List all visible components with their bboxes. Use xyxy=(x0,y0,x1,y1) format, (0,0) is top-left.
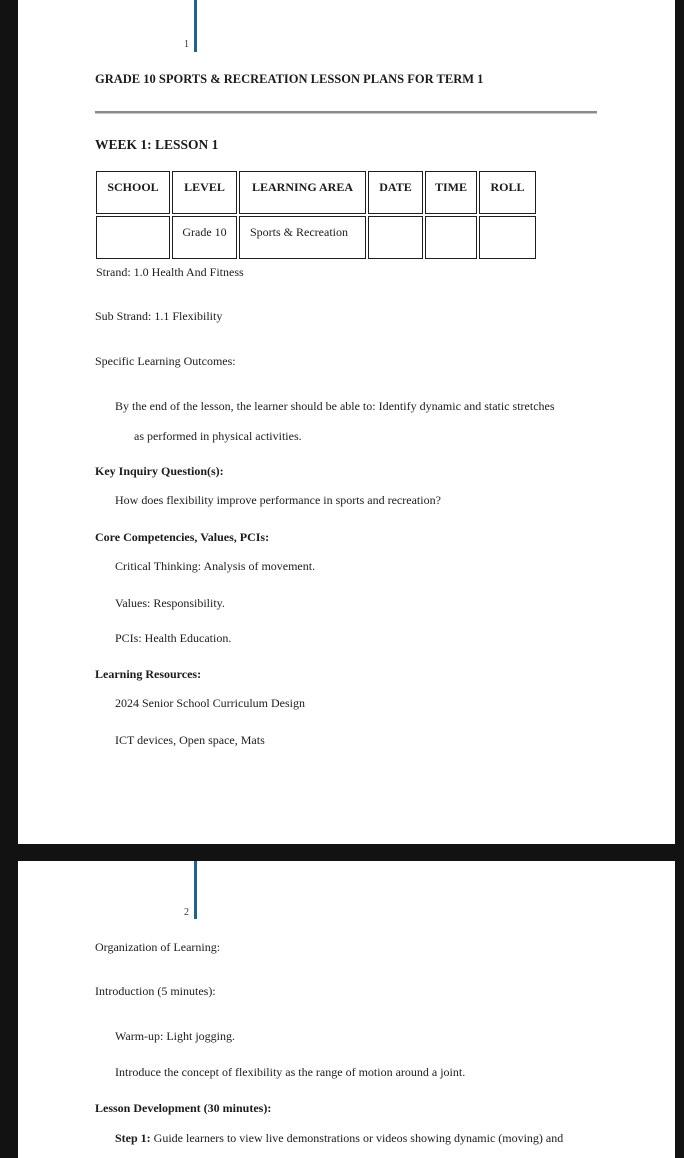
introduction-label: Introduction (5 minutes): xyxy=(95,984,216,998)
slo-text-line1: By the end of the lesson, the learner should be able to: Identify dynamic and static stretches xyxy=(115,399,555,413)
cell-roll xyxy=(479,216,536,259)
header-school: SCHOOL xyxy=(96,171,170,214)
lesson-development-heading: Lesson Development (30 minutes): xyxy=(95,1101,272,1115)
page-number: 2 xyxy=(184,907,189,918)
header-learning-area: LEARNING AREA xyxy=(239,171,366,214)
core-item: Values: Responsibility. xyxy=(115,596,225,610)
slo-text-line2: as performed in physical activities. xyxy=(134,429,302,443)
step-1 xyxy=(115,1131,563,1145)
resource-item: ICT devices, Open space, Mats xyxy=(115,733,265,747)
cell-date xyxy=(368,216,423,259)
cell-learning-area: Sports & Recreation xyxy=(239,216,366,259)
resource-item: 2024 Senior School Curriculum Design xyxy=(115,696,305,710)
core-heading: Core Competencies, Values, PCIs: xyxy=(95,530,270,544)
week-heading: WEEK 1: LESSON 1 xyxy=(95,137,219,152)
step-1-text: Guide learners to view live demonstrations or videos showing dynamic (moving) and xyxy=(150,1131,564,1145)
horizontal-rule xyxy=(95,111,597,114)
cell-level: Grade 10 xyxy=(172,216,237,259)
step-1-label: Step 1: xyxy=(115,1131,151,1145)
header-time: TIME xyxy=(425,171,477,214)
organization-label: Organization of Learning: xyxy=(95,940,221,954)
core-item: PCIs: Health Education. xyxy=(115,631,232,645)
kiq-text: How does flexibility improve performance in sports and recreation? xyxy=(115,493,441,507)
intro-item: Warm-up: Light jogging. xyxy=(115,1029,236,1043)
table-header-row xyxy=(96,171,536,214)
header-level: LEVEL xyxy=(172,171,237,214)
strand: Strand: 1.0 Health And Fitness xyxy=(96,265,244,279)
sub-strand: Sub Strand: 1.1 Flexibility xyxy=(95,309,223,323)
core-item: Critical Thinking: Analysis of movement. xyxy=(115,559,316,573)
document-page-2 xyxy=(18,861,675,1158)
header-accent-line xyxy=(194,861,197,919)
intro-item: Introduce the concept of flexibility as the range of motion around a joint. xyxy=(115,1065,466,1079)
kiq-heading: Key Inquiry Question(s): xyxy=(95,464,224,478)
document-title: GRADE 10 SPORTS & RECREATION LESSON PLANS FOR TERM 1 xyxy=(95,72,484,86)
document-page-1 xyxy=(18,0,675,844)
header-roll: ROLL xyxy=(479,171,536,214)
cell-school xyxy=(96,216,170,259)
header-date: DATE xyxy=(368,171,423,214)
resources-heading: Learning Resources: xyxy=(95,667,202,681)
lesson-info-table xyxy=(94,169,538,261)
page-number: 1 xyxy=(184,39,189,50)
table-row xyxy=(96,216,536,259)
cell-time xyxy=(425,216,477,259)
slo-label: Specific Learning Outcomes: xyxy=(95,354,236,368)
header-accent-line xyxy=(194,0,197,52)
